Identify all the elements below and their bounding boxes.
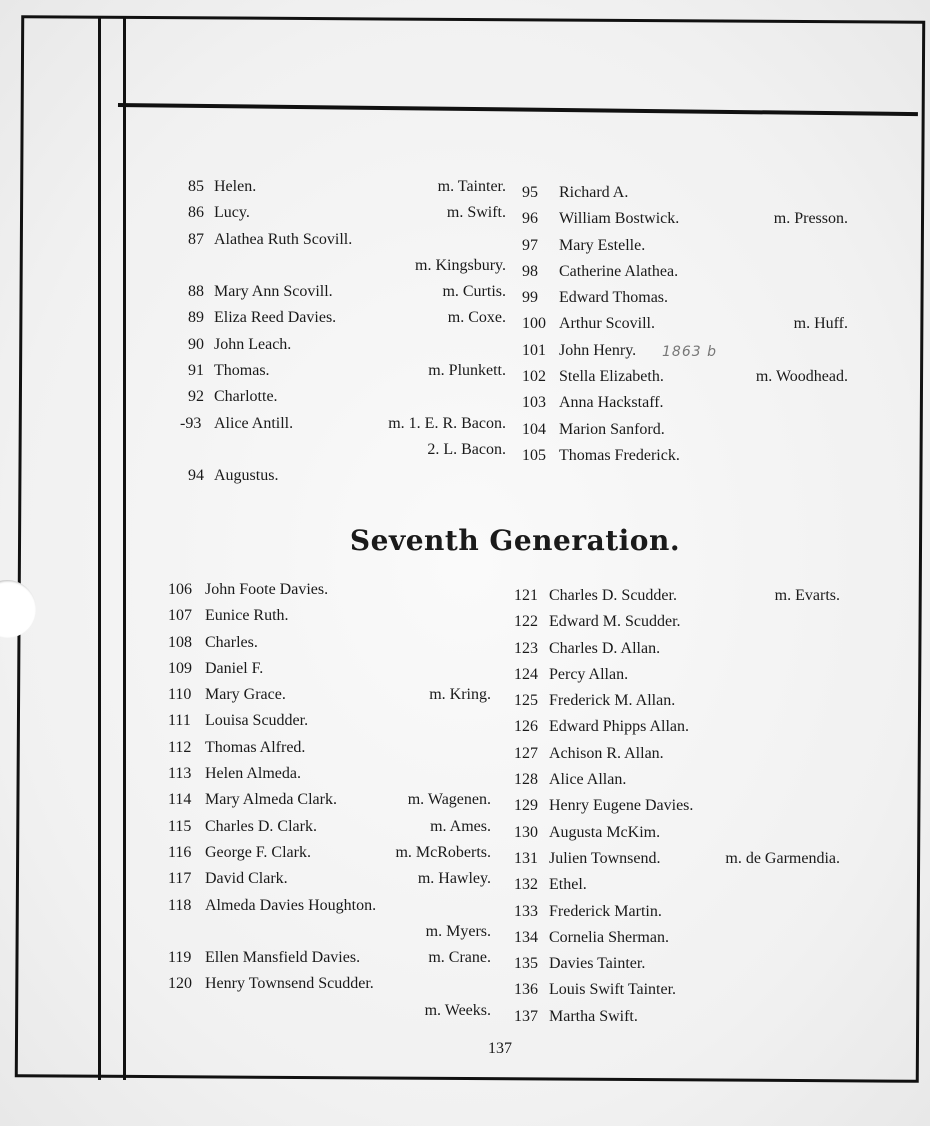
entry-row	[514, 903, 840, 929]
entry-row	[522, 289, 848, 315]
entry-number: 101	[522, 341, 546, 359]
entry-name: Henry Townsend Scudder.	[205, 975, 374, 993]
entry-number: 90	[188, 335, 204, 353]
entry-number: 98	[522, 262, 538, 280]
entry-spouse: m. Hawley.	[417, 870, 491, 888]
entry-name: Charles D. Scudder.	[549, 587, 677, 604]
entry-name: Frederick M. Allan.	[549, 692, 676, 710]
entry-number: 100	[522, 315, 546, 333]
entry-number: 111	[168, 712, 191, 730]
entry-name: Stella Elizabeth.	[559, 368, 664, 386]
entry-name: Cornelia Sherman.	[549, 928, 669, 946]
entry-row	[514, 850, 840, 876]
entry-number: 92	[188, 388, 204, 406]
entry-spouse: m. Curtis.	[442, 283, 506, 301]
entry-name: Marion Sanford.	[559, 420, 665, 438]
entry-number: 114	[168, 791, 192, 809]
entry-number: 122	[514, 613, 538, 631]
entry-row	[522, 315, 848, 341]
entry-row	[168, 634, 491, 660]
entry-name: Charles D. Allan.	[549, 639, 661, 657]
entry-name: Edward Thomas.	[559, 289, 669, 307]
entry-name: Richard A.	[559, 184, 629, 201]
entry-name: Ethel.	[549, 876, 587, 894]
entry-number: 116	[168, 843, 192, 861]
entry-name: Charles D. Clark.	[205, 817, 317, 835]
entry-name: Eunice Ruth.	[205, 607, 289, 625]
entry-name: Eliza Reed Davies.	[214, 309, 337, 327]
entry-name: John Henry.	[559, 341, 637, 359]
entry-spouse: m. McRoberts.	[395, 843, 491, 861]
entry-row	[188, 283, 506, 309]
entry-number: -93	[180, 414, 202, 432]
entry-name: Louisa Scudder.	[205, 712, 309, 730]
entry-row	[188, 441, 506, 467]
entry-name: Helen Almeda.	[205, 765, 301, 783]
entry-row	[168, 844, 491, 870]
entry-spouse: m. Coxe.	[447, 309, 506, 327]
entry-name: Frederick Martin.	[549, 902, 662, 920]
entry-name: Augusta McKim.	[549, 823, 661, 841]
pencil-annotation: 1863 b	[662, 344, 717, 360]
entry-spouse: 2. L. Bacon.	[427, 440, 506, 458]
entry-spouse: m. Wagenen.	[407, 791, 491, 809]
entry-name: John Foote Davies.	[205, 581, 329, 598]
entry-row	[514, 876, 840, 902]
entry-spouse: m. Woodhead.	[755, 368, 848, 386]
entry-row	[188, 231, 506, 257]
entry-name: David Clark.	[205, 870, 288, 888]
entry-spouse: m. Evarts.	[774, 587, 840, 604]
entry-row	[514, 1008, 840, 1034]
entry-row	[514, 640, 840, 666]
entry-number: 121	[514, 587, 538, 604]
entry-number: 124	[514, 665, 538, 683]
entry-number: 96	[522, 210, 538, 228]
entry-number: 112	[168, 738, 192, 756]
entry-spouse: m. de Garmendia.	[725, 849, 840, 867]
entry-number: 115	[168, 817, 192, 835]
entry-number: 123	[514, 639, 538, 657]
entry-row	[514, 613, 840, 639]
entry-name: Mary Almeda Clark.	[205, 791, 337, 809]
entry-number: 108	[168, 633, 192, 651]
entry-number: 85	[188, 178, 204, 195]
entry-name: Mary Grace.	[205, 686, 286, 704]
entry-name: Thomas Frederick.	[559, 446, 680, 464]
entry-row	[168, 712, 491, 738]
entry-name: William Bostwick.	[559, 210, 680, 228]
entry-number: 109	[168, 659, 192, 677]
entry-name: George F. Clark.	[205, 843, 311, 861]
entry-spouse: m. Crane.	[428, 949, 491, 967]
entry-number: 128	[514, 771, 538, 789]
entry-row	[168, 791, 491, 817]
sixth-generation-left-column	[180, 178, 506, 494]
entry-row	[514, 797, 840, 823]
entry-name: Charlotte.	[214, 388, 278, 406]
entry-row	[514, 771, 840, 797]
entry-row	[168, 765, 491, 791]
entry-name: Daniel F.	[205, 659, 264, 677]
entry-row	[514, 955, 840, 981]
entry-row	[168, 1002, 491, 1028]
page-number: 137	[488, 1040, 512, 1057]
entry-spouse: m. Swift.	[446, 204, 506, 222]
entry-spouse: m. Myers.	[425, 922, 491, 940]
entry-name: Achison R. Allan.	[549, 744, 664, 762]
entry-spouse: m. Huff.	[793, 315, 848, 333]
entry-number: 104	[522, 420, 546, 438]
entry-row	[188, 178, 506, 204]
entry-name: Alathea Ruth Scovill.	[214, 230, 353, 248]
entry-name: Louis Swift Tainter.	[549, 981, 677, 999]
entry-name: Ellen Mansfield Davies.	[205, 949, 361, 967]
entry-row	[168, 607, 491, 633]
entry-row	[522, 394, 848, 420]
entry-row	[168, 949, 491, 975]
entry-number: 134	[514, 928, 538, 946]
entry-name: Alice Antill.	[214, 414, 294, 432]
entry-name: Alice Allan.	[549, 771, 627, 789]
entry-number: 99	[522, 289, 538, 307]
entry-row	[522, 447, 848, 473]
entry-number: 129	[514, 797, 538, 815]
entry-row	[168, 581, 491, 607]
entry-number: 102	[522, 368, 546, 386]
entry-number: 88	[188, 283, 204, 301]
entry-number: 133	[514, 902, 538, 920]
entry-number: 113	[168, 765, 192, 783]
entry-row	[514, 745, 840, 771]
entry-number: 130	[514, 823, 538, 841]
entry-name: Anna Hackstaff.	[559, 394, 664, 412]
entry-spouse: m. Ames.	[430, 817, 491, 835]
entry-number: 110	[168, 686, 192, 704]
entry-spouse: m. Kring.	[429, 686, 491, 704]
entry-spouse: m. 1. E. R. Bacon.	[388, 414, 506, 432]
entry-row	[522, 263, 848, 289]
entry-spouse: m. Weeks.	[424, 1001, 491, 1019]
entry-number: 94	[188, 467, 204, 485]
entry-row	[188, 362, 506, 388]
entry-name: Helen.	[214, 178, 257, 195]
entry-row	[168, 923, 491, 949]
entry-number: 105	[522, 446, 546, 464]
sixth-generation-right-column	[522, 184, 848, 473]
entry-number: 127	[514, 744, 538, 762]
entry-row	[514, 981, 840, 1007]
entry-name: Almeda Davies Houghton.	[205, 896, 377, 914]
seventh-generation-right-column	[514, 587, 840, 1034]
entry-row	[168, 870, 491, 896]
entry-name: Arthur Scovill.	[559, 315, 655, 333]
entry-row	[168, 686, 491, 712]
entry-number: 117	[168, 870, 192, 888]
entry-row	[522, 368, 848, 394]
entry-number: 135	[514, 955, 538, 973]
entry-name: Lucy.	[214, 204, 250, 222]
seventh-generation-left-column	[168, 581, 491, 1028]
entry-row	[188, 388, 506, 414]
entry-row	[514, 929, 840, 955]
entry-number: 87	[188, 230, 204, 248]
entry-number: 97	[522, 236, 538, 254]
entry-number: 91	[188, 362, 204, 380]
entry-row	[188, 336, 506, 362]
entry-row	[522, 210, 848, 236]
entry-row	[168, 975, 491, 1001]
entry-name: Martha Swift.	[549, 1007, 638, 1025]
entry-row	[168, 818, 491, 844]
entry-spouse: m. Kingsbury.	[415, 256, 506, 274]
entry-row	[188, 257, 506, 283]
entry-number: 137	[514, 1007, 538, 1025]
entry-name: Henry Eugene Davies.	[549, 797, 694, 815]
entry-number: 89	[188, 309, 204, 327]
entry-name: Charles.	[205, 633, 258, 651]
entry-name: Edward Phipps Allan.	[549, 718, 689, 736]
entry-row	[514, 587, 840, 613]
entry-number: 103	[522, 394, 546, 412]
entry-spouse: m. Tainter.	[437, 178, 506, 195]
entry-name: Julien Townsend.	[549, 849, 661, 867]
entry-spouse: m. Plunkett.	[428, 362, 506, 380]
entry-row	[168, 660, 491, 686]
entry-number: 126	[514, 718, 538, 736]
entry-row	[522, 184, 848, 210]
entry-number: 132	[514, 876, 538, 894]
entry-number: 131	[514, 849, 538, 867]
entry-name: Augustus.	[214, 467, 279, 485]
entry-row	[168, 739, 491, 765]
entry-row	[188, 204, 506, 230]
entry-row	[188, 309, 506, 335]
entry-row	[522, 421, 848, 447]
entry-name: Davies Tainter.	[549, 955, 646, 973]
entry-number: 86	[188, 204, 204, 222]
entry-row	[514, 718, 840, 744]
entry-row	[180, 414, 506, 441]
section-heading: Seventh Generation.	[349, 524, 681, 557]
entry-row	[168, 897, 491, 923]
entry-name: Thomas Alfred.	[205, 738, 306, 756]
entry-row	[514, 824, 840, 850]
entry-name: Mary Estelle.	[559, 236, 646, 254]
entry-name: Edward M. Scudder.	[549, 613, 681, 631]
entry-number: 106	[168, 581, 192, 598]
entry-number: 118	[168, 896, 192, 914]
entry-number: 95	[522, 184, 538, 201]
entry-name: Catherine Alathea.	[559, 262, 679, 280]
entry-number: 136	[514, 981, 538, 999]
entry-row	[522, 237, 848, 263]
entry-number: 119	[168, 949, 192, 967]
entry-spouse: m. Presson.	[773, 210, 848, 228]
entry-number: 120	[168, 975, 192, 993]
entry-number: 107	[168, 607, 192, 625]
entry-number: 125	[514, 692, 538, 710]
entry-name: Mary Ann Scovill.	[214, 283, 333, 301]
entry-row	[188, 467, 506, 493]
entry-name: Percy Allan.	[549, 665, 629, 683]
entry-name: Thomas.	[214, 362, 270, 380]
entry-name: John Leach.	[214, 335, 292, 353]
entry-row	[514, 666, 840, 692]
entry-row	[514, 692, 840, 718]
